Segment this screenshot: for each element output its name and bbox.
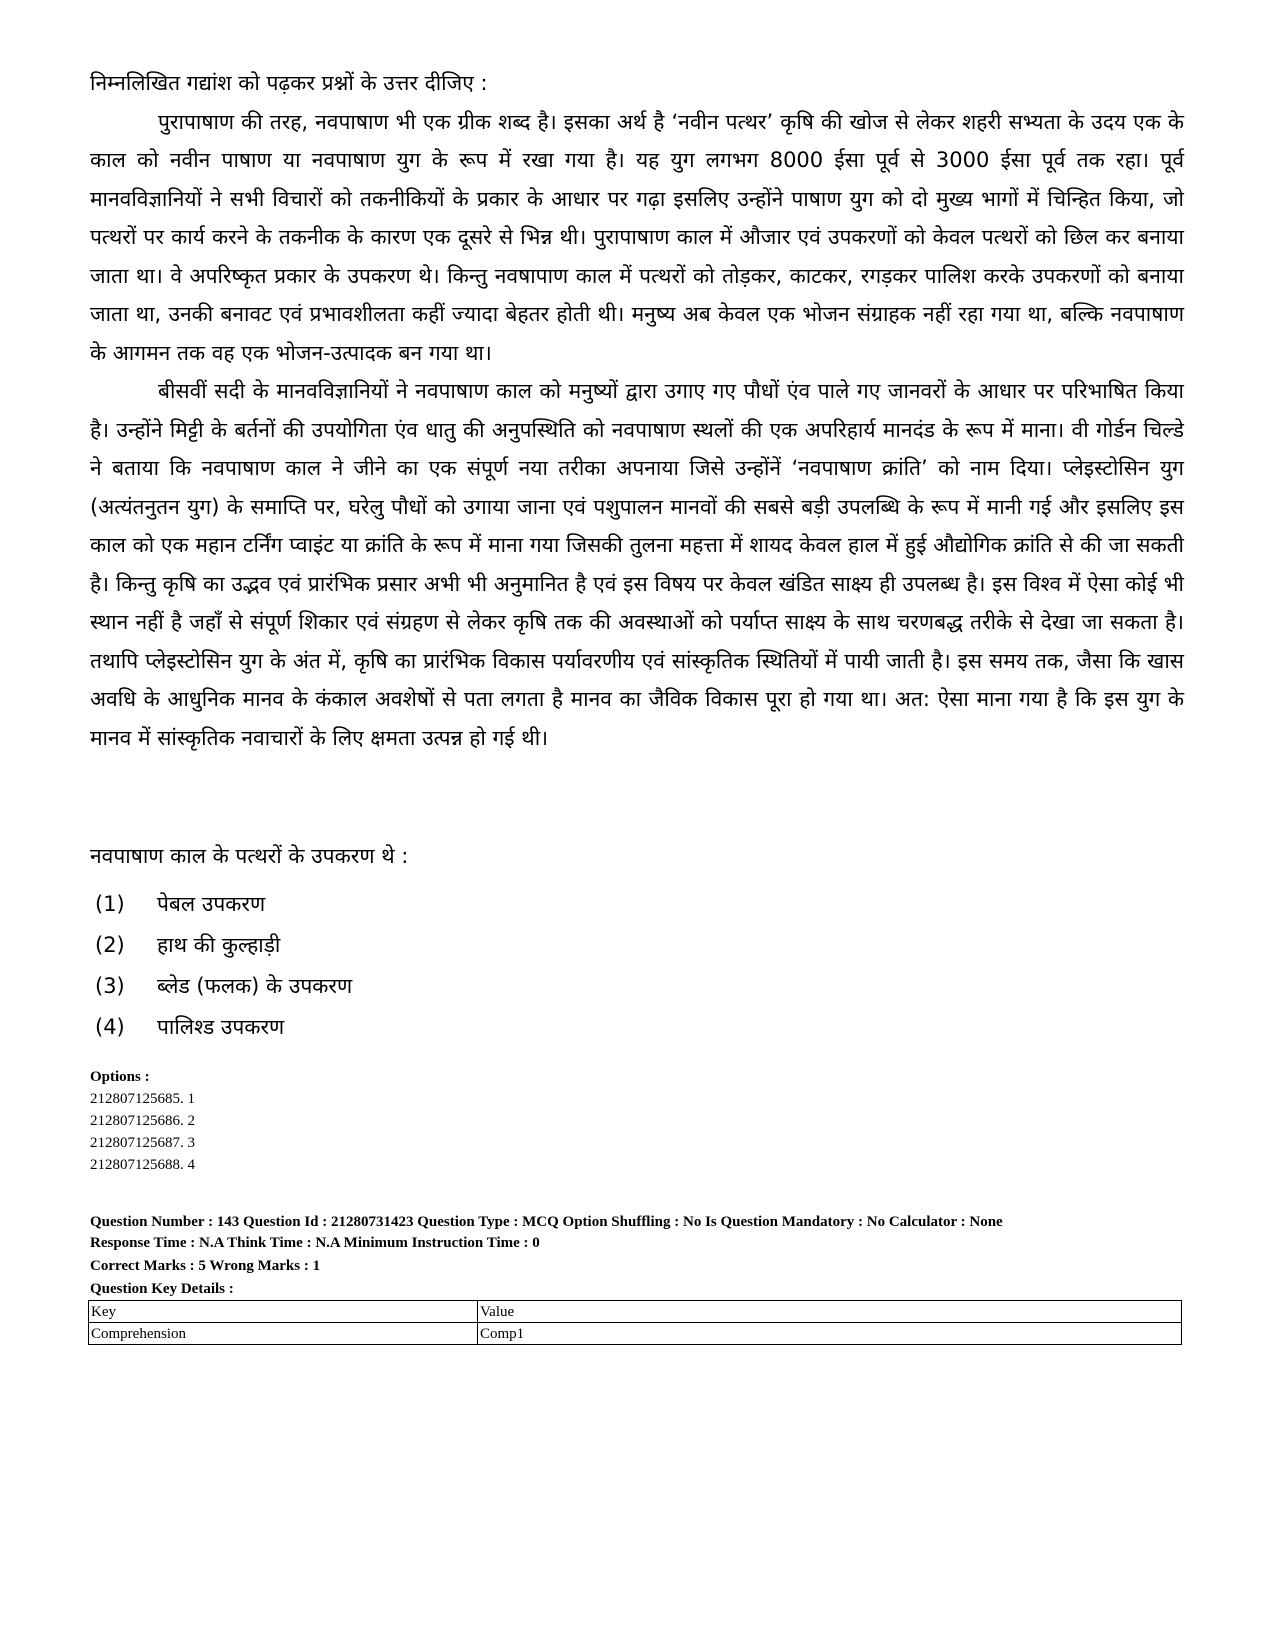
choice-number: (2) [95, 933, 125, 957]
metadata-line-timing: Response Time : N.A Think Time : N.A Minimum Instruction Time : 0 [90, 1235, 540, 1251]
choice-text: पेबल उपकरण [157, 892, 266, 916]
metadata-line-marks: Correct Marks : 5 Wrong Marks : 1 [90, 1258, 321, 1274]
choice-number: (3) [95, 974, 125, 998]
answer-choice-3 [95, 966, 352, 1007]
choice-number: (1) [95, 892, 125, 916]
question-metadata [90, 1212, 1200, 1300]
passage-paragraph-2: बीसवीं सदी के मानवविज्ञानियों ने नवपाषाण काल को मनुष्यों द्वारा उगाए गए पौधों एंव पाले गए जानवरों के आधार पर परिभाषित किया है। उन्होंने मिट्टी के बर्तनों की उपयोगिता एंव धातु की अनुपस्थिति को नवपाषाण स्थलों की एक अपरिहार्य मानदंड के रूप में माना। वी गोर्डन चिल्डे ने बताया कि नवपाषाण काल ने जीने का एक संपूर्ण नया तरीका अपनाया जिसे उन्होंनें ‘नवपाषाण क्रांति’ को नाम दिया। प्लेइस्टोसिन युग (अत्यंतनुतन युग) के समाप्ति पर, घरेलु पौधों को उगाया जाना एवं पशुपालन मानवों की सबसे बड़ी उपलब्धि के रूप में मानी गई और इसलिए इस काल को एक महान टर्निंग प्वाइंट या क्रांति के रूप में माना गया जिसकी तुलना महत्ता में शायद केवल हाल में हुई औद्योगिक क्रांति से की जा सकती है। किन्तु कृषि का उद्भव एवं प्रारंभिक प्रसार अभी भी अनुमानित है एवं इस विषय पर केवल खंडित साक्ष्य ही उपलब्ध है। इस विश्व में ऐसा कोई भी स्थान नहीं है जहाँ से संपूर्ण शिकार एवं संग्रहण से लेकर कृषि तक की अवस्थाओं को पर्याप्त साक्ष्य के साथ चरणबद्ध तरीके से देखा जा सकता है। तथापि प्लेइस्टोसिन युग के अंत में, कृषि का प्रारंभिक विकास पर्यावरणीय एवं सांस्कृतिक स्थितियों में पायी जाती है। इस समय तक, जैसा कि खास अवधि के आधुनिक मानव के कंकाल अवशेषों से पता लगता है मानव का जैविक विकास पूरा हो गया था। अत: ऐसा माना गया है कि इस युग के मानव में सांस्कृतिक नवाचारों के लिए क्षमता उत्पन्न हो गई थी। [90, 379, 1184, 750]
table-row [89, 1323, 1182, 1345]
table-header-key: Key [89, 1301, 478, 1323]
metadata-line-key-details: Question Key Details : [90, 1281, 234, 1297]
table-cell-key: Comprehension [89, 1323, 478, 1345]
answer-choice-2 [95, 925, 352, 966]
option-item: 212807125688. 4 [90, 1157, 195, 1173]
comprehension-passage [90, 64, 1184, 757]
choice-text: ब्लेड (फलक) के उपकरण [157, 974, 353, 998]
answer-choice-4 [95, 1007, 352, 1048]
choice-text: हाथ की कुल्हाड़ी [157, 933, 281, 957]
table-header-row [89, 1301, 1182, 1323]
option-item: 212807125685. 1 [90, 1091, 195, 1107]
table-cell-value: Comp1 [478, 1323, 1182, 1345]
options-label: Options : [90, 1069, 150, 1085]
choice-text: पालिश्ड उपकरण [157, 1015, 285, 1039]
question-key-table [88, 1300, 1182, 1345]
metadata-line-question-info: Question Number : 143 Question Id : 21280731423 Question Type : MCQ Option Shuffling : No Is Question Mandatory : No Calculator : None [90, 1214, 1003, 1230]
question-text: नवपाषाण काल के पत्थरों के उपकरण थे : [90, 844, 409, 868]
answer-choice-1 [95, 884, 352, 925]
passage-paragraph-1: पुरापाषाण की तरह, नवपाषाण भी एक ग्रीक शब्द है। इसका अर्थ है ‘नवीन पत्थर’ कृषि की खोज से लेकर शहरी सभ्यता के उदय एक के काल को नवीन पाषाण या नवपाषाण युग के रूप में रखा गया है। यह युग लगभग 8000 ईसा पूर्व से 3000 ईसा पूर्व तक रहा। पूर्व मानवविज्ञानियों ने सभी विचारों को तकनीकियों के प्रकार के आधार पर गढ़ा इसलिए उन्होंने पाषाण युग को दो मुख्य भागों में चिन्हित किया, जो पत्थरों पर कार्य करने के तकनीक के कारण एक दूसरे से भिन्न थी। पुरापाषाण काल में औजार एवं उपकरणों को केवल पत्थरों को छिल कर बनाया जाता था। वे अपरिष्कृत प्रकार के उपकरण थे। किन्तु नवषापाण काल में पत्थरों को तोड़कर, काटकर, रगड़कर पालिश करके उपकरणों को बनाया जाता था, उनकी बनावट एवं प्रभावशीलता कहीं ज्यादा बेहतर होती थी। मनुष्य अब केवल एक भोजन संग्राहक नहीं रहा गया था, बल्कि नवपाषाण के आगमन तक वह एक भोजन-उत्पादक बन गया था। [90, 109, 1185, 365]
passage-heading: निम्नलिखित गद्यांश को पढ़कर प्रश्नों के उत्तर दीजिए : [90, 71, 488, 95]
answer-choices [95, 884, 352, 1048]
options-list [90, 1066, 195, 1176]
option-item: 212807125686. 2 [90, 1113, 195, 1129]
option-item: 212807125687. 3 [90, 1135, 195, 1151]
table-header-value: Value [478, 1301, 1182, 1323]
choice-number: (4) [95, 1015, 125, 1039]
